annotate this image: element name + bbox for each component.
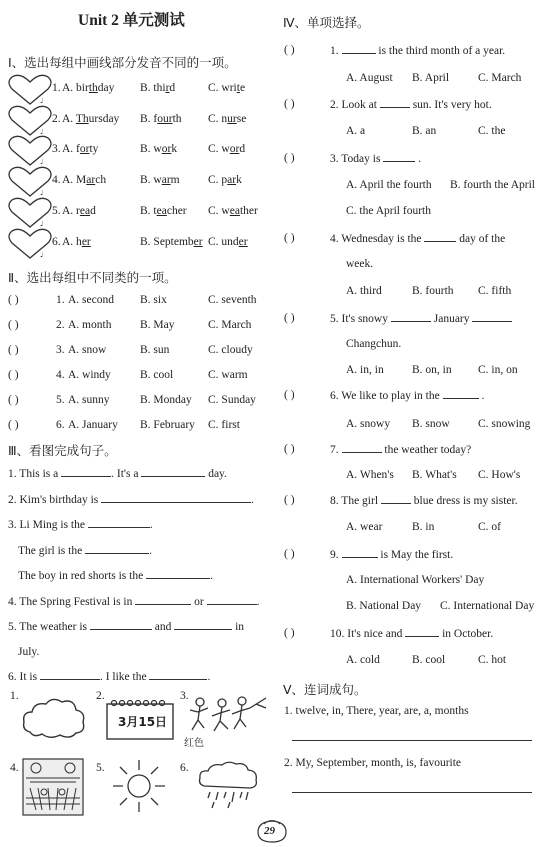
option-c[interactable]: C. hot [478, 654, 507, 666]
option-text: ursday [88, 113, 120, 125]
option-text: C. p [208, 174, 228, 186]
answer-blank[interactable] [383, 152, 415, 162]
svg-text:♩: ♩ [40, 189, 44, 197]
question-number: 1. [330, 45, 339, 57]
option-a[interactable]: A. snowy [346, 418, 391, 430]
option-text: B. w [140, 174, 162, 186]
answer-blank[interactable] [472, 312, 512, 322]
stem-text: January [433, 313, 470, 325]
option-text: ch [95, 174, 107, 186]
svg-text:♩: ♩ [40, 158, 44, 166]
question-number: 10. [330, 628, 345, 640]
question-stem [330, 44, 505, 57]
stem-text: The girl [341, 495, 379, 507]
option-a[interactable]: A. cold [346, 654, 380, 666]
svg-text:♩: ♩ [40, 128, 44, 136]
s3-line-6: 6. It is . I like the . [8, 671, 211, 683]
option-b[interactable]: B. Monday [140, 394, 192, 406]
stem-text: in October. [442, 628, 494, 640]
option-a[interactable]: A. snow [68, 344, 107, 356]
phonics-question [52, 205, 258, 217]
stem-text: is the third month of a year. [378, 45, 506, 57]
option-c[interactable]: C. of [478, 521, 501, 533]
option-text: C. und [208, 236, 239, 248]
underlined-letters: or [161, 143, 172, 155]
s3-line-1: 1. This is a . It's a day. [8, 468, 227, 480]
option-c[interactable]: C. snowing [478, 418, 531, 430]
underlined-letters: ar [86, 174, 96, 186]
option-a[interactable] [62, 174, 106, 186]
option-c[interactable]: C. How's [478, 469, 521, 481]
answer-blank[interactable] [342, 44, 376, 54]
option-a[interactable]: A. When's [346, 469, 394, 481]
s3-line-5b: July. [18, 646, 40, 658]
underlined-letters: r [165, 82, 170, 94]
answer-parentheses[interactable]: ( ) [8, 294, 19, 306]
stem-text: is May the first. [380, 549, 454, 561]
question-number: 3. [56, 344, 65, 356]
stem-text: sun. It's very hot. [412, 99, 492, 111]
rain-cloud-icon [196, 760, 262, 813]
option-text: B. t [140, 205, 157, 217]
option-text: k [236, 174, 242, 186]
underlined-letters: er [81, 236, 91, 248]
answer-blank[interactable] [174, 620, 232, 630]
option-a[interactable] [62, 113, 119, 125]
question-number: 3. [52, 143, 61, 155]
underlined-letters: ur [227, 113, 237, 125]
question-number: 8. [330, 495, 339, 507]
option-b[interactable] [140, 205, 187, 217]
question-number: 1. [56, 294, 65, 306]
s3-line-3c: The boy in red shorts is the . [18, 570, 213, 582]
option-a[interactable]: A. sunny [68, 394, 110, 406]
stem-text: the weather today? [384, 444, 472, 456]
option-b[interactable]: B. cool [412, 654, 446, 666]
underlined-letters: ar [161, 174, 171, 186]
option-a[interactable]: A. month [68, 319, 112, 331]
question-number: 4. [52, 174, 61, 186]
answer-parentheses[interactable]: ( ) [8, 394, 19, 406]
question-number: 6. [56, 419, 65, 431]
option-c[interactable]: C. March [208, 319, 252, 331]
underlined-letters: our [157, 113, 173, 125]
option-text: A. bir [62, 82, 89, 94]
option-b[interactable]: B. sun [140, 344, 170, 356]
answer-parentheses[interactable]: ( ) [284, 44, 295, 56]
question-stem [330, 232, 505, 245]
answer-blank[interactable] [381, 494, 411, 504]
option-b[interactable]: B. an [412, 125, 437, 137]
option-text: d [239, 143, 246, 155]
question-number: 6. [52, 236, 61, 248]
question-stem [330, 494, 518, 507]
question-number: 2. [56, 319, 65, 331]
heart-answer-box[interactable] [6, 228, 54, 260]
page-number: 29 [264, 825, 275, 837]
option-b[interactable] [140, 143, 177, 155]
s3-line-3b: The girl is the . [18, 545, 152, 557]
underlined-letters: th [88, 82, 98, 94]
option-b[interactable]: B. fourth [412, 285, 454, 297]
option-a[interactable] [62, 205, 96, 217]
option-b[interactable] [140, 113, 182, 125]
answer-blank[interactable] [207, 595, 257, 605]
underlined-letters: or [229, 143, 240, 155]
answer-line[interactable] [292, 740, 532, 741]
pic-label-6: 6. [180, 762, 189, 774]
option-text: k [171, 143, 178, 155]
question-stem [330, 548, 453, 561]
answer-blank[interactable] [40, 670, 100, 680]
question-number: 5. [52, 205, 61, 217]
question-stem [330, 389, 484, 402]
question-number: 2. [52, 113, 61, 125]
option-b[interactable] [140, 174, 180, 186]
pic-label-5: 5. [96, 762, 105, 774]
phonics-question [52, 113, 247, 125]
option-c[interactable]: C. the April fourth [346, 205, 431, 217]
stem-text: We like to play in the [341, 390, 440, 402]
option-text: A. M [62, 174, 87, 186]
pic-label-1: 1. [10, 690, 19, 702]
stem-text: . [481, 390, 485, 402]
option-text: C. n [208, 113, 228, 125]
underlined-letters: ea [229, 205, 240, 217]
option-text: B. thi [140, 82, 166, 94]
section-3-heading: Ⅲ、看图完成句子。 [8, 443, 117, 458]
option-c[interactable] [208, 205, 258, 217]
option-text: cher [166, 205, 187, 217]
stem-text: . [418, 153, 422, 165]
question-number: 4. [56, 369, 65, 381]
option-text: m [170, 174, 180, 186]
option-a[interactable]: A. a [346, 125, 366, 137]
svg-text:♩: ♩ [40, 220, 44, 228]
underlined-letters: Th [75, 113, 89, 125]
answer-parentheses[interactable]: ( ) [284, 443, 295, 455]
option-text: d [169, 82, 176, 94]
option-a[interactable]: A. windy [68, 369, 111, 381]
option-a[interactable]: A. April the fourth [346, 179, 432, 191]
answer-blank[interactable] [391, 312, 431, 322]
option-text: A. h [62, 236, 82, 248]
section-5-heading: Ⅴ、连词成句。 [283, 682, 367, 697]
answer-blank[interactable] [141, 467, 205, 477]
option-a[interactable] [62, 143, 98, 155]
option-a[interactable]: A. second [68, 294, 114, 306]
answer-parentheses[interactable]: ( ) [284, 627, 295, 639]
option-a[interactable]: A. third [346, 285, 382, 297]
section-4-heading: Ⅳ、单项选择。 [283, 15, 370, 30]
option-text: B. f [140, 113, 158, 125]
answer-blank[interactable] [90, 620, 152, 630]
answer-blank[interactable] [380, 98, 410, 108]
option-a[interactable]: A. August [346, 72, 393, 84]
answer-blank[interactable] [88, 518, 150, 528]
answer-line[interactable] [292, 792, 532, 793]
s3-line-5: 5. The weather is and in [8, 621, 245, 633]
underlined-letters: ea [79, 205, 91, 217]
option-b[interactable]: B. What's [412, 469, 457, 481]
question-number: 3. [330, 153, 339, 165]
phonics-question [52, 174, 242, 186]
question-stem [330, 627, 493, 640]
option-b[interactable] [140, 82, 175, 94]
option-a[interactable] [62, 236, 91, 248]
option-c[interactable]: C. Sunday [208, 394, 256, 406]
option-text: d [90, 205, 96, 217]
calendar-date-text: 3月15日 [118, 715, 168, 729]
option-text: C. w [208, 205, 230, 217]
option-c[interactable]: C. first [208, 419, 240, 431]
sun-icon [110, 758, 168, 817]
answer-parentheses[interactable]: ( ) [284, 152, 295, 164]
heart-answer-box[interactable] [6, 105, 54, 137]
phonics-question [52, 82, 246, 94]
option-c[interactable] [208, 143, 245, 155]
answer-parentheses[interactable]: ( ) [284, 232, 295, 244]
option-text: B. Septemb [140, 236, 194, 248]
option-a[interactable] [62, 82, 114, 94]
stem-text: It's nice and [347, 628, 403, 640]
option-b[interactable]: B. snow [412, 418, 450, 430]
option-c[interactable]: C. fifth [478, 285, 512, 297]
stem-text: blue dress is my sister. [413, 495, 518, 507]
option-b[interactable]: B. cool [140, 369, 174, 381]
question-number: 5. [330, 313, 339, 325]
option-text: A. r [62, 205, 80, 217]
answer-parentheses[interactable]: ( ) [284, 98, 295, 110]
question-number: 1. [52, 82, 61, 94]
pic-label-4: 4. [10, 762, 19, 774]
option-b[interactable]: B. April [412, 72, 450, 84]
underlined-letters: ea [156, 205, 167, 217]
option-a[interactable]: A. wear [346, 521, 383, 533]
answer-blank[interactable] [61, 467, 111, 477]
answer-blank[interactable] [149, 670, 207, 680]
option-c[interactable] [208, 174, 242, 186]
svg-text:♩: ♩ [40, 97, 44, 105]
question-number: 2. [330, 99, 339, 111]
question-stem [330, 152, 421, 165]
spring-festival-icon [22, 758, 84, 819]
pic-label-3: 3. [180, 690, 189, 702]
stem-text: Wednesday is the [341, 233, 422, 245]
option-b[interactable]: B. May [140, 319, 175, 331]
option-c[interactable]: C. in, on [478, 364, 518, 376]
stem-text: Today is [341, 153, 381, 165]
question-stem [330, 443, 471, 456]
option-b[interactable]: B. on, in [412, 364, 452, 376]
option-text: A. f [62, 143, 80, 155]
option-a[interactable]: A. January [68, 419, 118, 431]
option-b[interactable]: B. National Day [346, 600, 422, 612]
answer-blank[interactable] [405, 627, 439, 637]
option-a[interactable]: A. International Workers' Day [346, 574, 485, 586]
option-b[interactable]: B. February [140, 419, 195, 431]
question-number: 6. [330, 390, 339, 402]
section-2-heading: Ⅱ、选出每组中不同类的一项。 [8, 270, 177, 285]
svg-text:♩: ♩ [40, 251, 44, 259]
option-b[interactable]: B. fourth the April [450, 179, 535, 191]
option-text: day [97, 82, 115, 94]
pic-label-2: 2. [96, 690, 105, 702]
option-b[interactable]: B. six [140, 294, 167, 306]
heart-answer-box[interactable] [6, 135, 54, 167]
option-c[interactable]: C. March [478, 72, 522, 84]
stem-text: Look at [341, 99, 377, 111]
option-text: th [172, 113, 182, 125]
answer-blank[interactable] [101, 493, 251, 503]
phonics-question [52, 143, 246, 155]
s3-line-3: 3. Li Ming is the . [8, 519, 153, 531]
option-text: se [236, 113, 247, 125]
option-b[interactable]: B. in [412, 521, 435, 533]
option-c[interactable] [208, 82, 245, 94]
option-c[interactable]: C. the [478, 125, 506, 137]
stem-text: day of the [459, 233, 506, 245]
answer-blank[interactable] [342, 443, 382, 453]
question-number: 9. [330, 549, 339, 561]
option-c[interactable]: C. seventh [208, 294, 257, 306]
answer-blank[interactable] [424, 232, 456, 242]
underlined-letters: t [236, 82, 240, 94]
answer-blank[interactable] [146, 569, 210, 579]
heart-answer-box[interactable] [6, 197, 54, 229]
option-c[interactable] [208, 236, 248, 248]
option-a[interactable]: A. in, in [346, 364, 384, 376]
answer-blank[interactable] [443, 389, 479, 399]
option-text: ty [89, 143, 99, 155]
option-text: A. [62, 113, 76, 125]
red-label-text: 红色 [184, 738, 204, 749]
page-title: Unit 2 单元测试 [78, 12, 185, 29]
stem-text: It's snowy [341, 313, 388, 325]
cloud-icon [20, 696, 88, 745]
phonics-question [52, 236, 248, 248]
question-number: 4. [330, 233, 339, 245]
answer-parentheses[interactable]: ( ) [284, 548, 295, 560]
question-number: 7. [330, 444, 339, 456]
answer-parentheses[interactable]: ( ) [284, 494, 295, 506]
answer-parentheses[interactable]: ( ) [8, 344, 19, 356]
answer-blank[interactable] [85, 544, 149, 554]
answer-parentheses[interactable]: ( ) [284, 312, 295, 324]
section-1-heading: Ⅰ、选出每组中画线部分发音不同的一项。 [8, 55, 237, 70]
answer-blank[interactable] [135, 595, 191, 605]
question-stem-continued: week. [346, 258, 374, 270]
question-stem-continued: Changchun. [346, 338, 402, 350]
answer-parentheses[interactable]: ( ) [8, 419, 19, 431]
underlined-letters: ar [227, 174, 237, 186]
underlined-letters: or [79, 143, 90, 155]
s3-line-2: 2. Kim's birthday is . [8, 494, 254, 506]
question-number: 5. [56, 394, 65, 406]
s5-line-1: 1. twelve, in, There, year, are, a, months [284, 705, 469, 717]
option-c[interactable]: C. International Day [440, 600, 535, 612]
option-c[interactable]: C. warm [208, 369, 248, 381]
option-b[interactable] [140, 236, 203, 248]
option-c[interactable]: C. cloudy [208, 344, 253, 356]
s5-line-2: 2. My, September, month, is, favourite [284, 757, 462, 769]
answer-parentheses[interactable]: ( ) [8, 319, 19, 331]
underlined-letters: er [238, 236, 248, 248]
option-text: B. w [140, 143, 162, 155]
option-text: C. wri [208, 82, 237, 94]
answer-parentheses[interactable]: ( ) [8, 369, 19, 381]
option-text: e [239, 82, 246, 94]
option-c[interactable] [208, 113, 246, 125]
answer-parentheses[interactable]: ( ) [284, 389, 295, 401]
option-text: C. w [208, 143, 230, 155]
underlined-letters: er [193, 236, 203, 248]
heart-answer-box[interactable] [6, 74, 54, 106]
answer-blank[interactable] [342, 548, 378, 558]
heart-answer-box[interactable] [6, 166, 54, 198]
option-text: ther [239, 205, 258, 217]
s3-line-4: 4. The Spring Festival is in or . [8, 596, 260, 608]
question-stem [330, 98, 492, 111]
question-stem [330, 312, 512, 325]
